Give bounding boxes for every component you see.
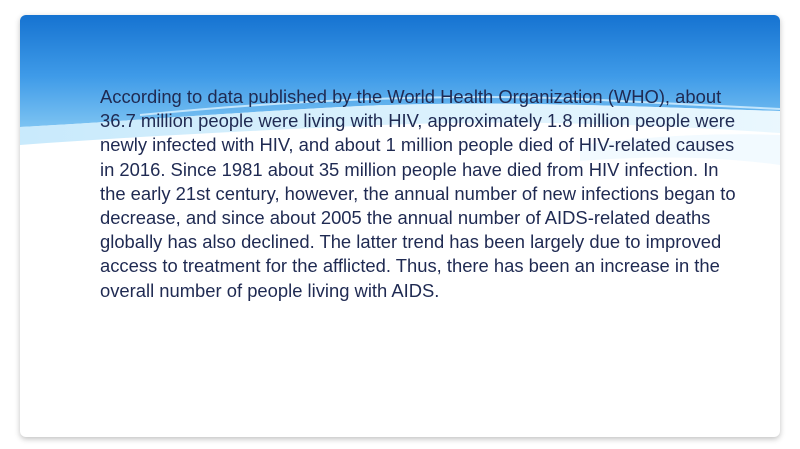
slide-body-text: According to data published by the World Health Organization (WHO), about 36.7 million people were living with HIV, approximately 1.8 million people were newly infected with HIV, and about 1 million people died of HIV-related causes in 2016. Since 1981 about 35 million people have died from HIV infection. In the early 21st century, however, the annual number of new infections began to decrease, and since about 2005 the annual number of AIDS-related deaths globally has also declined. The latter trend has been largely due to improved access to treatment for the afflicted. Thus, there has been an increase in the overall number of people living with AIDS. xyxy=(100,86,736,301)
slide xyxy=(20,15,780,437)
